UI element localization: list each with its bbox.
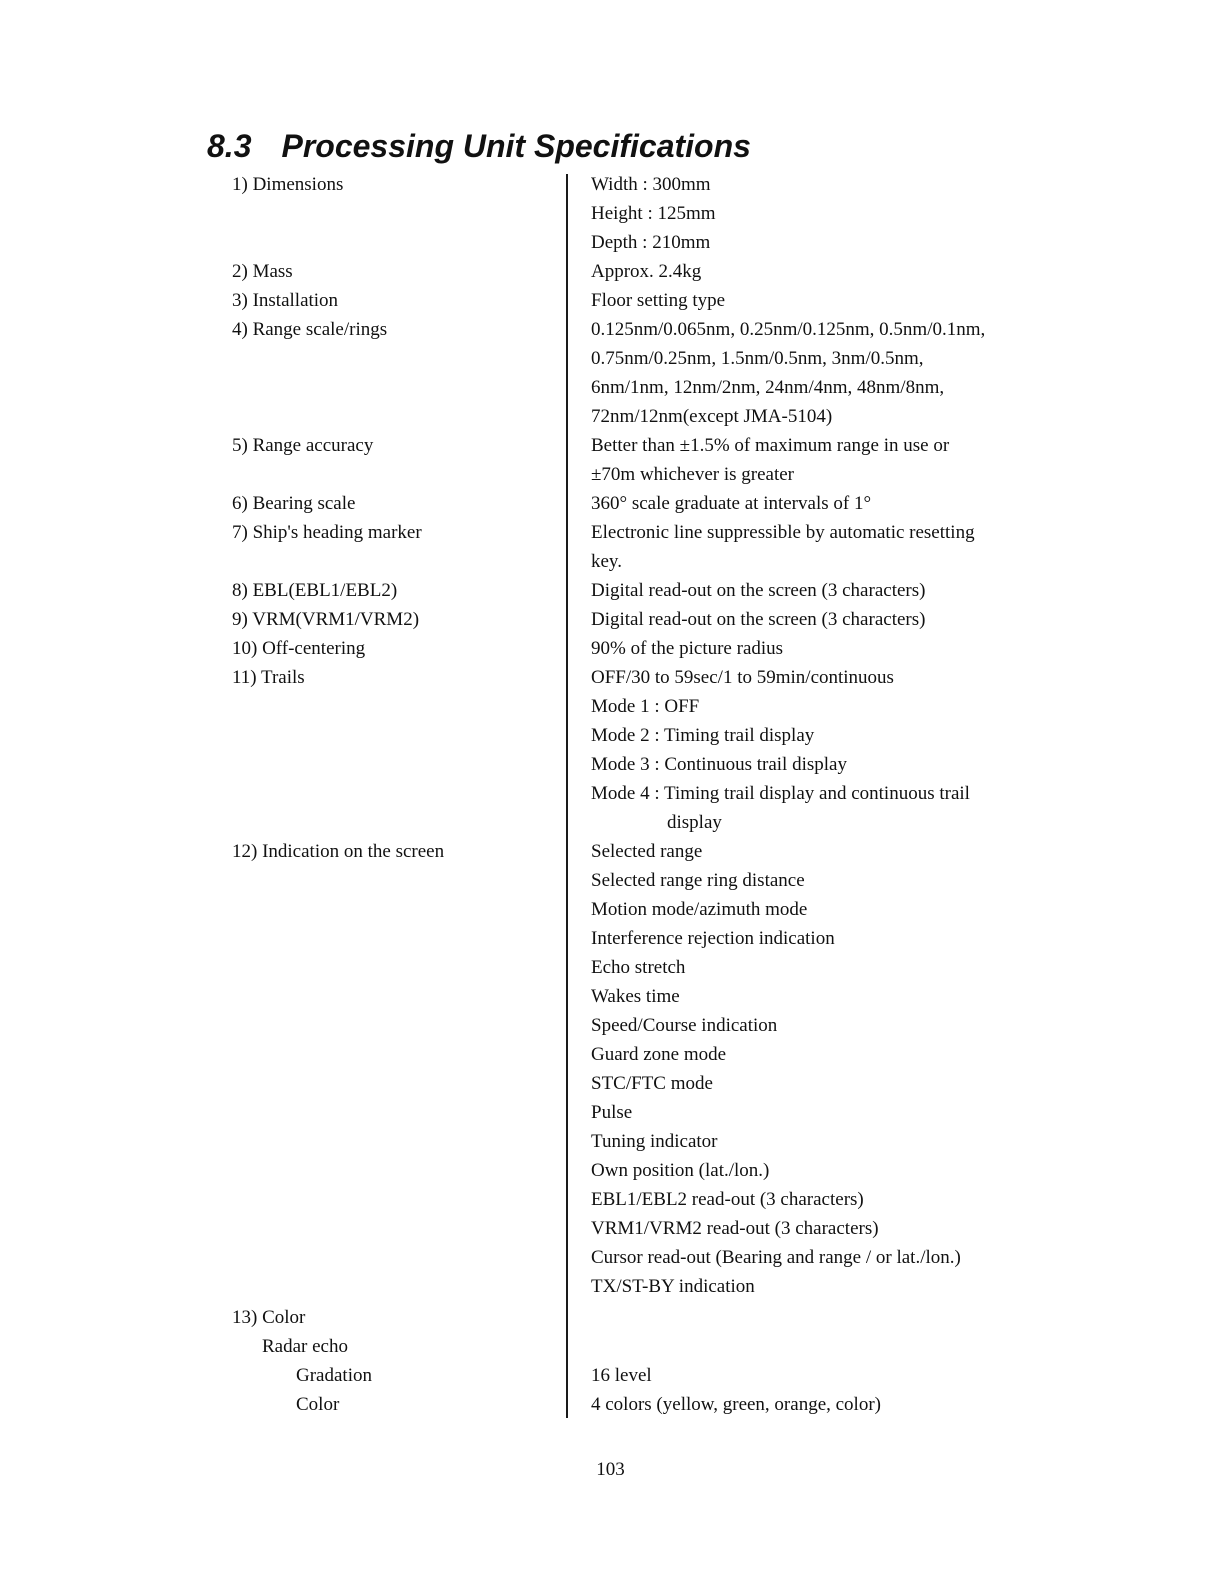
spec-label-indication: 12) Indication on the screen	[232, 841, 445, 862]
spec-value-line: Mode 3 : Continuous trail display	[591, 754, 847, 775]
spec-value-line: Speed/Course indication	[591, 1015, 778, 1036]
spec-value-line: TX/ST-BY indication	[591, 1276, 755, 1297]
spec-value-line: 360° scale graduate at intervals of 1°	[591, 493, 872, 514]
spec-value-line: Selected range ring distance	[591, 870, 805, 891]
page-number: 103	[596, 1459, 625, 1480]
spec-value-line: Selected range	[591, 841, 703, 862]
spec-value-line: 6nm/1nm, 12nm/2nm, 24nm/4nm, 48nm/8nm,	[591, 377, 945, 398]
section-heading	[207, 124, 751, 168]
spec-value-line: Mode 4 : Timing trail display and continuous trail	[591, 783, 970, 804]
section-title: Processing Unit Specifications	[281, 128, 751, 164]
spec-value-line: OFF/30 to 59sec/1 to 59min/continuous	[591, 667, 894, 688]
spec-value-line: Mode 1 : OFF	[591, 696, 700, 717]
spec-value-line: Electronic line suppressible by automatic resetting	[591, 522, 975, 543]
spec-label-ebl: 8) EBL(EBL1/EBL2)	[232, 580, 398, 601]
spec-label-color: 13) Color	[232, 1307, 306, 1328]
spec-value-line: Motion mode/azimuth mode	[591, 899, 808, 920]
spec-label-radar-echo: Radar echo	[262, 1336, 348, 1357]
spec-value-line: Own position (lat./lon.)	[591, 1160, 770, 1181]
spec-value-line: Height : 125mm	[591, 203, 716, 224]
spec-value-line: Tuning indicator	[591, 1131, 718, 1152]
spec-value-line: 4 colors (yellow, green, orange, color)	[591, 1394, 881, 1415]
spec-label-dimensions: 1) Dimensions	[232, 174, 344, 195]
spec-value-line: VRM1/VRM2 read-out (3 characters)	[591, 1218, 879, 1239]
spec-value-line: ±70m whichever is greater	[591, 464, 794, 485]
spec-value-line: display	[667, 812, 722, 833]
spec-value-line: Digital read-out on the screen (3 characters)	[591, 580, 926, 601]
column-divider	[566, 174, 568, 1418]
spec-label-off-centering: 10) Off-centering	[232, 638, 366, 659]
spec-label-installation: 3) Installation	[232, 290, 339, 311]
spec-value-line: Better than ±1.5% of maximum range in use or	[591, 435, 950, 456]
spec-value-line: Width : 300mm	[591, 174, 711, 195]
spec-label-range-accuracy: 5) Range accuracy	[232, 435, 374, 456]
spec-value-line: key.	[591, 551, 622, 572]
spec-label-bearing-scale: 6) Bearing scale	[232, 493, 356, 514]
spec-value-line: Wakes time	[591, 986, 680, 1007]
spec-value-line: Pulse	[591, 1102, 633, 1123]
spec-value-line: Approx. 2.4kg	[591, 261, 702, 282]
spec-label-mass: 2) Mass	[232, 261, 293, 282]
spec-label-heading-marker: 7) Ship's heading marker	[232, 522, 422, 543]
spec-label-vrm: 9) VRM(VRM1/VRM2)	[232, 609, 420, 630]
spec-value-line: Guard zone mode	[591, 1044, 727, 1065]
spec-value-line: Depth : 210mm	[591, 232, 711, 253]
spec-value-line: EBL1/EBL2 read-out (3 characters)	[591, 1189, 864, 1210]
spec-value-line: STC/FTC mode	[591, 1073, 713, 1094]
spec-value-line: Digital read-out on the screen (3 characters)	[591, 609, 926, 630]
spec-label-range-scale: 4) Range scale/rings	[232, 319, 388, 340]
spec-value-line: 90% of the picture radius	[591, 638, 784, 659]
spec-value-line: Interference rejection indication	[591, 928, 835, 949]
spec-value-line: 72nm/12nm(except JMA-5104)	[591, 406, 833, 427]
spec-value-line: Echo stretch	[591, 957, 686, 978]
spec-value-line: 0.125nm/0.065nm, 0.25nm/0.125nm, 0.5nm/0.1nm,	[591, 319, 986, 340]
spec-value-line: 0.75nm/0.25nm, 1.5nm/0.5nm, 3nm/0.5nm,	[591, 348, 924, 369]
spec-label-gradation: Gradation	[296, 1365, 372, 1386]
section-number: 8.3	[207, 128, 252, 164]
spec-label-trails: 11) Trails	[232, 667, 305, 688]
spec-value-line: Floor setting type	[591, 290, 726, 311]
spec-label-echo-color: Color	[296, 1394, 340, 1415]
spec-value-line: Cursor read-out (Bearing and range / or lat./lon.)	[591, 1247, 961, 1268]
spec-value-line: 16 level	[591, 1365, 652, 1386]
spec-value-line: Mode 2 : Timing trail display	[591, 725, 815, 746]
